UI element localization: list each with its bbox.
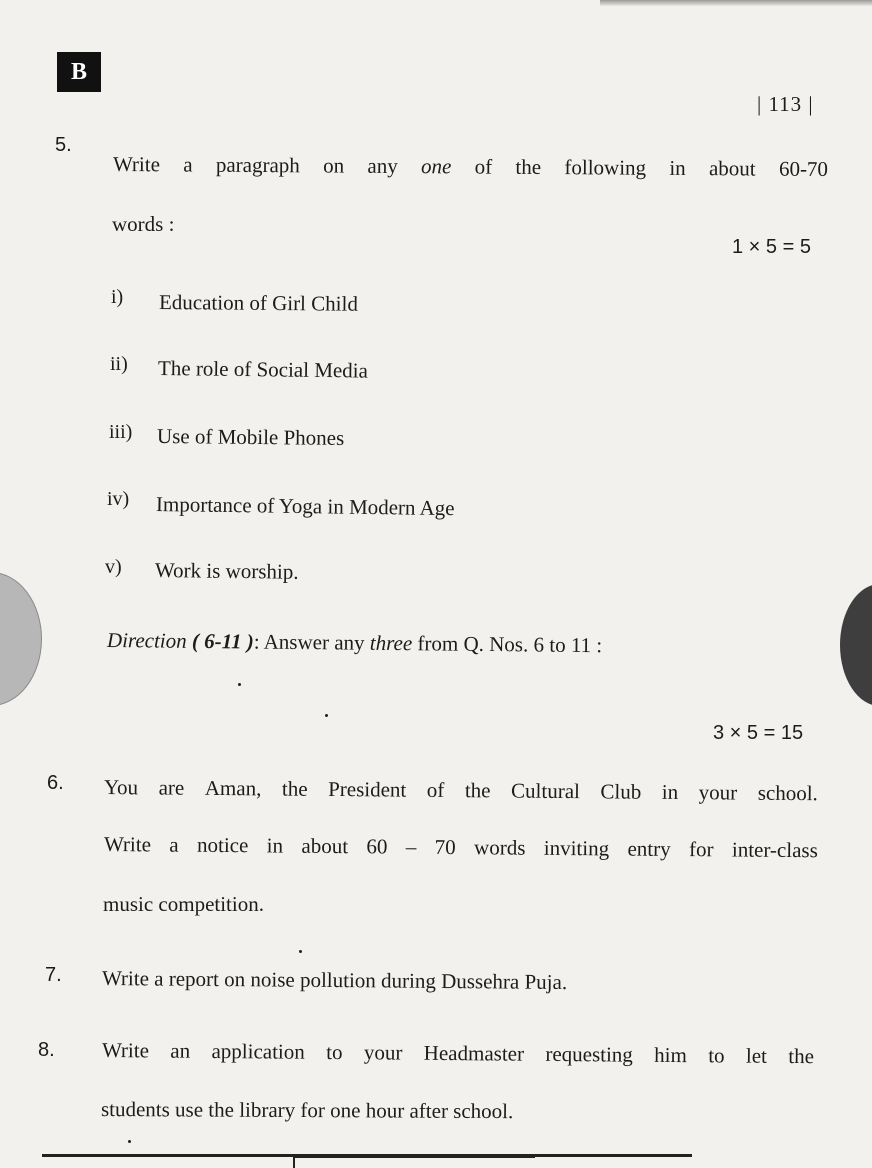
option-roman: iii) bbox=[109, 421, 133, 443]
question-5-marks: 1 × 5 = 5 bbox=[732, 236, 811, 258]
page-number: | 113 | bbox=[757, 92, 814, 116]
word: You bbox=[103, 775, 139, 800]
direction-marks: 3 × 5 = 15 bbox=[713, 722, 804, 744]
word: – bbox=[405, 834, 417, 859]
word: are bbox=[158, 775, 185, 800]
word: Cultural bbox=[510, 778, 581, 804]
word: of bbox=[474, 154, 493, 179]
word: the bbox=[464, 778, 491, 803]
question-7-number: 7. bbox=[45, 964, 62, 986]
word: Aman, bbox=[204, 775, 262, 801]
word: Write bbox=[112, 152, 161, 177]
word: inter-class bbox=[731, 837, 818, 863]
word: requesting bbox=[545, 1041, 633, 1067]
direction-range: ( 6-11 ) bbox=[191, 628, 254, 654]
word: 70 bbox=[434, 834, 456, 860]
word: entry bbox=[627, 836, 671, 861]
word: a bbox=[169, 832, 179, 857]
word: a bbox=[183, 152, 193, 177]
question-6-number: 6. bbox=[47, 772, 64, 794]
word: to bbox=[708, 1043, 725, 1068]
word: the bbox=[281, 776, 308, 801]
question-5-line-1 bbox=[113, 152, 828, 182]
word: an bbox=[170, 1038, 191, 1063]
word: in bbox=[669, 155, 686, 180]
question-5-number: 5. bbox=[55, 134, 72, 156]
word: notice bbox=[196, 832, 249, 858]
word: Write bbox=[103, 832, 152, 857]
scan-speck bbox=[325, 714, 328, 717]
option-text: Importance of Yoga in Modern Age bbox=[155, 492, 455, 521]
direction-label: Direction bbox=[106, 628, 187, 653]
word: the bbox=[788, 1043, 815, 1069]
word: following bbox=[564, 155, 647, 180]
question-6-line-2 bbox=[104, 832, 818, 863]
question-8-line-1 bbox=[102, 1038, 814, 1069]
word: in bbox=[661, 779, 679, 805]
option-text: Use of Mobile Phones bbox=[156, 424, 345, 450]
word: your bbox=[698, 780, 738, 805]
word: in bbox=[266, 833, 284, 858]
word: school. bbox=[757, 780, 818, 806]
option-roman: i) bbox=[111, 286, 124, 308]
word: paragraph bbox=[215, 152, 300, 178]
word: President bbox=[328, 776, 407, 802]
option-roman: iv) bbox=[107, 488, 130, 510]
word: to bbox=[326, 1039, 343, 1065]
word: about bbox=[708, 156, 756, 181]
word: of bbox=[426, 777, 445, 802]
word: your bbox=[363, 1040, 403, 1065]
question-5-line-2: words : bbox=[112, 212, 175, 236]
word: about bbox=[301, 833, 349, 859]
question-8-number: 8. bbox=[38, 1039, 55, 1061]
footer-box bbox=[293, 1156, 535, 1168]
word: for bbox=[688, 837, 714, 862]
direction-text-after: from Q. Nos. 6 to 11 : bbox=[412, 631, 603, 658]
option-text: Work is worship. bbox=[154, 558, 299, 584]
word: any bbox=[367, 153, 398, 178]
word: him bbox=[654, 1042, 688, 1068]
direction-emphasis: three bbox=[369, 630, 413, 656]
word: Headmaster bbox=[423, 1040, 525, 1066]
scan-speck bbox=[299, 950, 302, 953]
word: Club bbox=[600, 779, 642, 804]
direction-line bbox=[107, 628, 602, 658]
question-6-line-3: music competition. bbox=[103, 892, 264, 916]
word: 60 bbox=[366, 834, 388, 859]
page-top-edge bbox=[600, 0, 872, 6]
question-6-line-1 bbox=[104, 775, 818, 806]
word: 60-70 bbox=[778, 156, 829, 181]
direction-text-before: : Answer any bbox=[253, 629, 370, 655]
scan-speck bbox=[128, 1140, 131, 1143]
word: application bbox=[211, 1038, 305, 1064]
option-text: Education of Girl Child bbox=[158, 290, 358, 316]
option-roman: ii) bbox=[110, 353, 128, 375]
word: one bbox=[420, 154, 452, 179]
word: the bbox=[515, 154, 542, 179]
question-7-text: Write a report on noise pollution during Dussehra Puja. bbox=[101, 966, 568, 995]
word: on bbox=[323, 153, 345, 178]
word: let bbox=[745, 1043, 768, 1068]
set-badge: B bbox=[57, 52, 101, 92]
question-8-line-2: students use the library for one hour after school. bbox=[100, 1097, 514, 1124]
option-text: The role of Social Media bbox=[157, 356, 369, 383]
word: Write bbox=[101, 1038, 150, 1063]
right-punch-hole bbox=[840, 584, 872, 706]
option-roman: v) bbox=[105, 556, 122, 578]
word: words bbox=[473, 835, 526, 860]
word: inviting bbox=[543, 835, 610, 861]
scan-speck bbox=[238, 683, 241, 686]
left-punch-hole bbox=[0, 572, 42, 706]
